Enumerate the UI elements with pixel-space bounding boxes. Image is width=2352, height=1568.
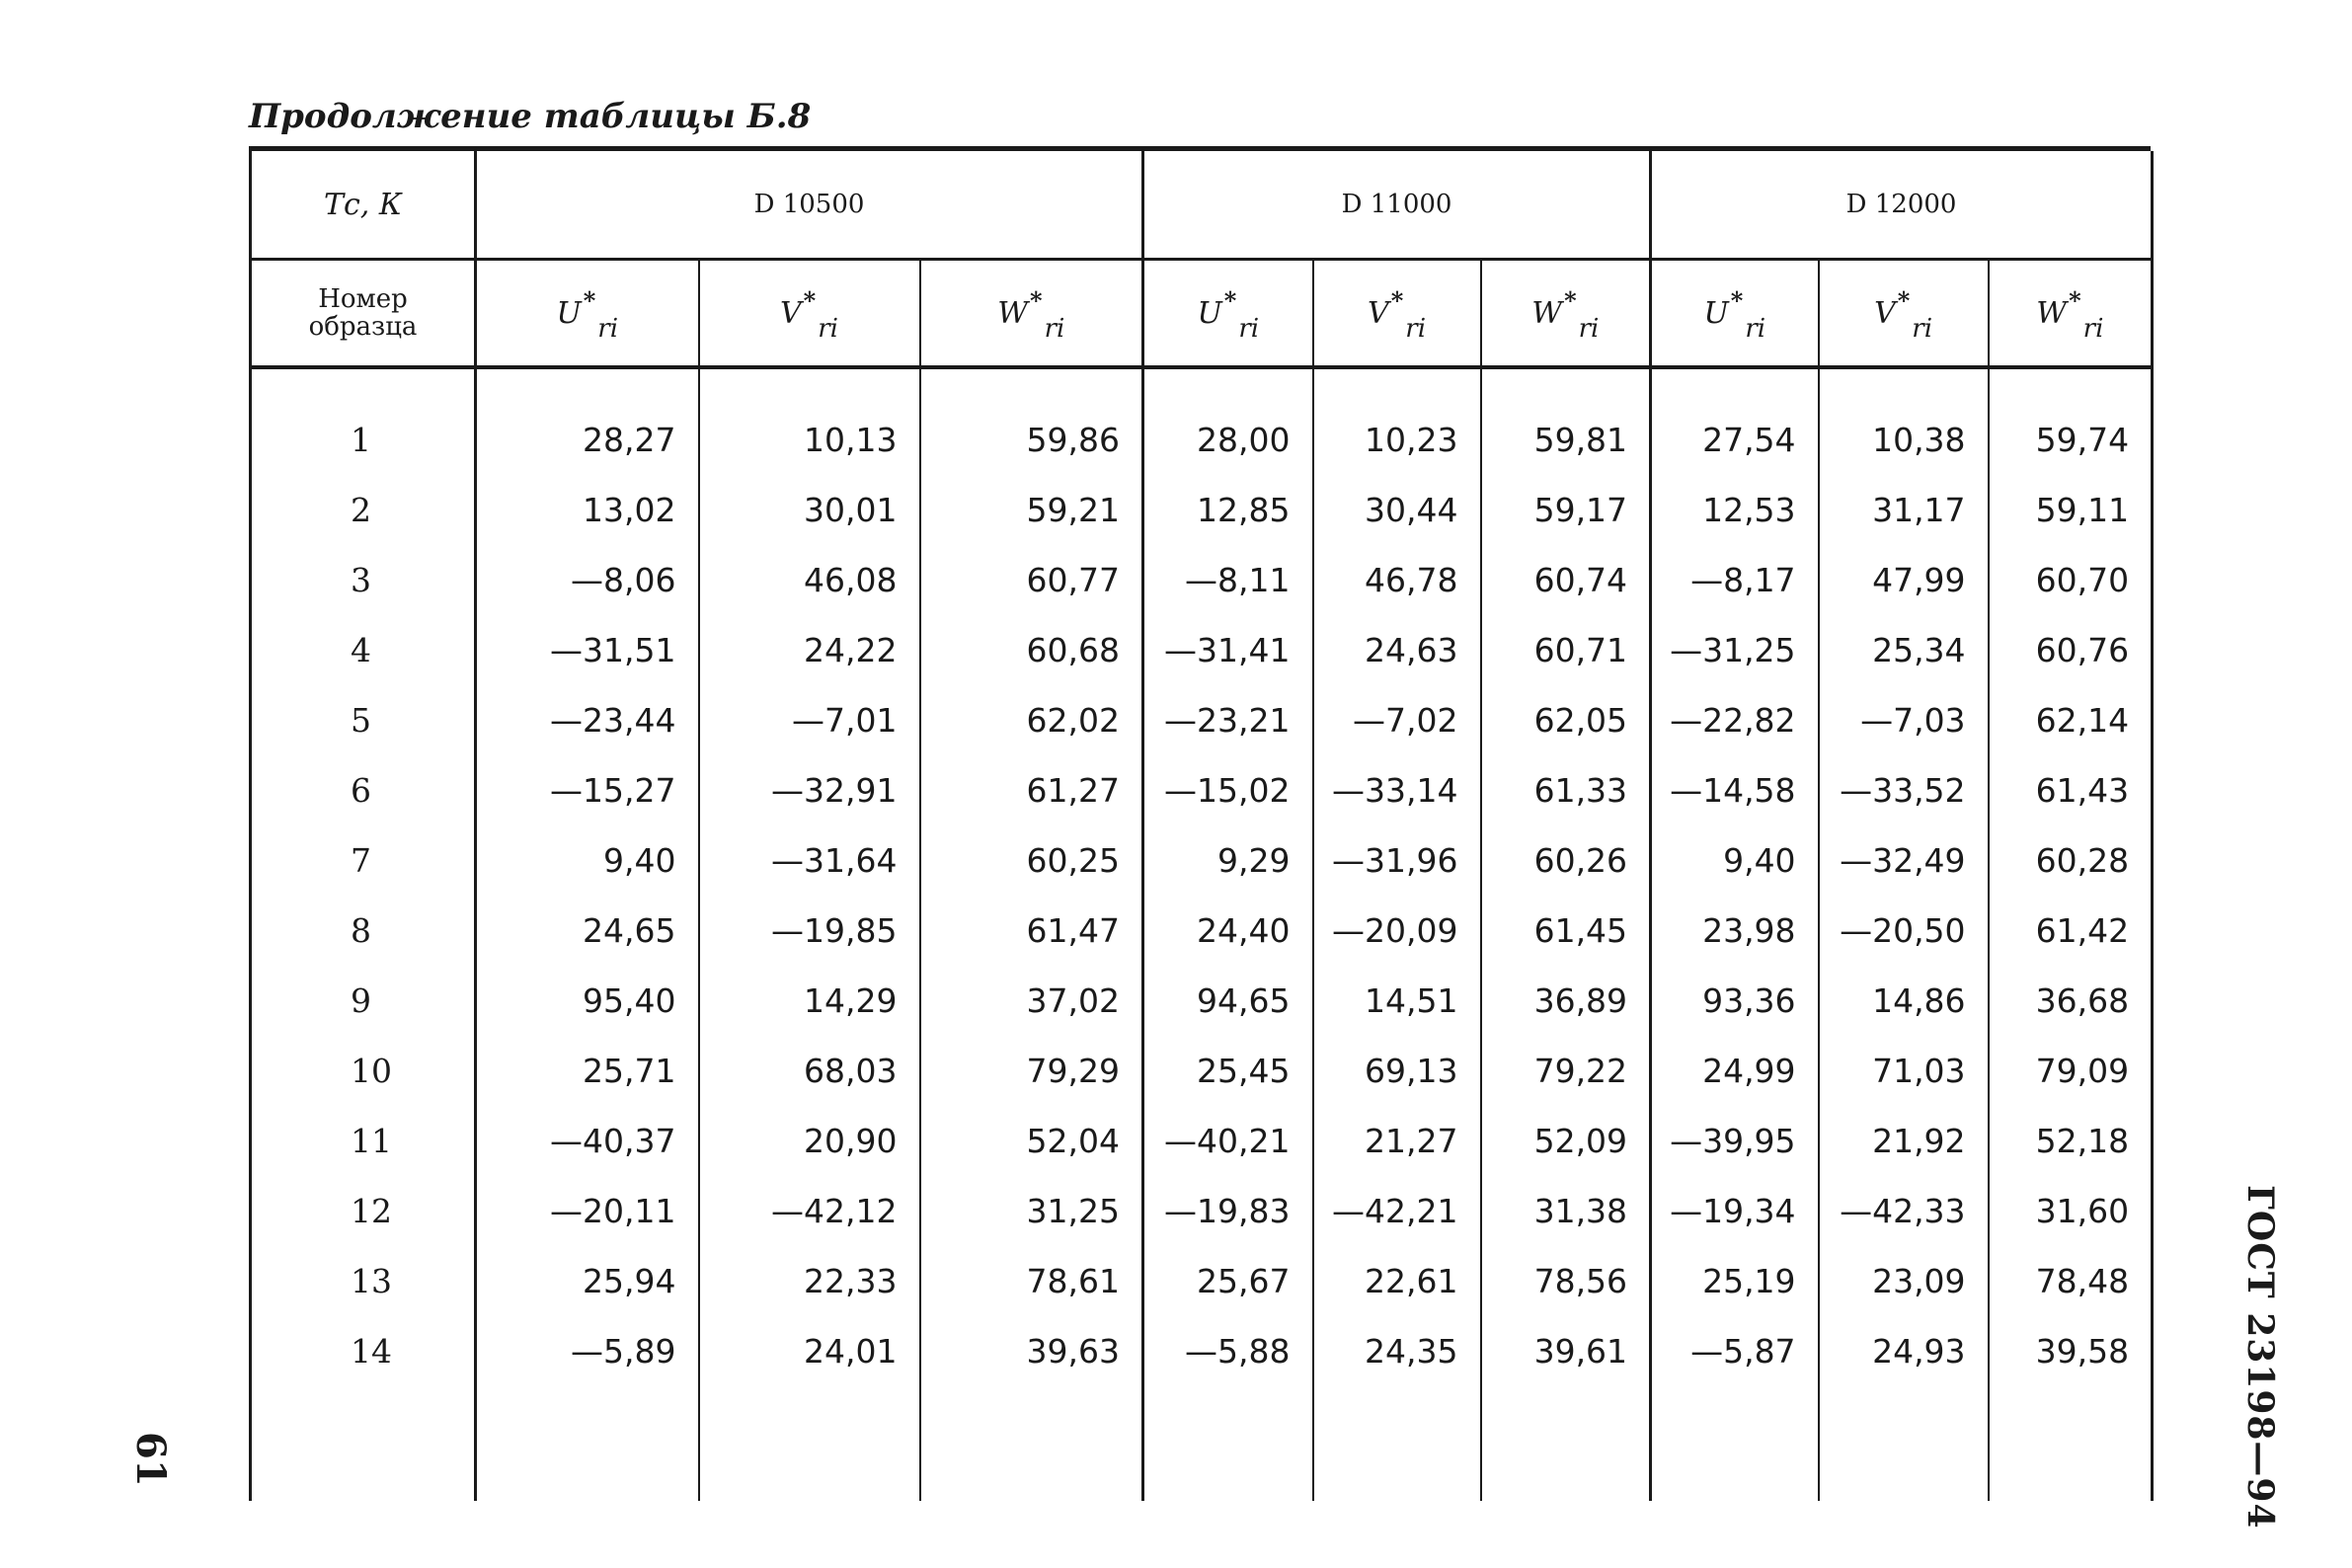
value-cell: —20,11 — [476, 1176, 699, 1246]
value-cell: 60,70 — [1989, 545, 2153, 615]
value-cell: 12,53 — [1651, 475, 1819, 545]
table-row — [251, 475, 2153, 545]
value-cell: —7,03 — [1819, 685, 1989, 755]
sample-number-cell: 1 — [251, 367, 476, 475]
value-cell: —14,58 — [1651, 755, 1819, 825]
value-cell: 10,38 — [1819, 367, 1989, 475]
value-cell: 23,98 — [1651, 896, 1819, 966]
value-cell: 61,42 — [1989, 896, 2153, 966]
value-cell: 24,35 — [1313, 1316, 1481, 1386]
sample-number-cell: 2 — [251, 475, 476, 545]
value-cell: 59,21 — [920, 475, 1143, 545]
value-cell: —31,64 — [699, 825, 920, 896]
spacer-cell — [1143, 1386, 1313, 1501]
value-cell: 60,25 — [920, 825, 1143, 896]
spacer-cell — [476, 1386, 699, 1501]
value-cell: 14,51 — [1313, 966, 1481, 1036]
value-cell: 93,36 — [1651, 966, 1819, 1036]
page-number: 61 — [127, 1432, 174, 1487]
sample-number-cell: 5 — [251, 685, 476, 755]
value-cell: 36,68 — [1989, 966, 2153, 1036]
value-cell: 13,02 — [476, 475, 699, 545]
value-cell: 28,00 — [1143, 367, 1313, 475]
sample-number-cell: 6 — [251, 755, 476, 825]
value-cell: 24,63 — [1313, 615, 1481, 685]
value-cell: 25,71 — [476, 1036, 699, 1106]
value-cell: —5,88 — [1143, 1316, 1313, 1386]
table-row — [251, 1316, 2153, 1386]
table-row — [251, 685, 2153, 755]
value-cell: —8,11 — [1143, 545, 1313, 615]
value-cell: 78,61 — [920, 1246, 1143, 1316]
spacer-cell — [251, 1386, 476, 1501]
value-cell: 22,33 — [699, 1246, 920, 1316]
tc-label: Tс, К — [323, 187, 403, 222]
value-cell: 60,26 — [1481, 825, 1651, 896]
value-cell: 78,48 — [1989, 1246, 2153, 1316]
value-cell: —19,83 — [1143, 1176, 1313, 1246]
value-cell: 25,45 — [1143, 1036, 1313, 1106]
value-cell: 61,47 — [920, 896, 1143, 966]
value-cell: —15,27 — [476, 755, 699, 825]
col-u-d10500: U*ri — [476, 260, 699, 368]
value-cell: 31,17 — [1819, 475, 1989, 545]
table-row — [251, 825, 2153, 896]
spacer-cell — [1313, 1386, 1481, 1501]
value-cell: —31,25 — [1651, 615, 1819, 685]
value-cell: 12,85 — [1143, 475, 1313, 545]
value-cell: 52,18 — [1989, 1106, 2153, 1176]
spacer-cell — [699, 1386, 920, 1501]
value-cell: 46,78 — [1313, 545, 1481, 615]
value-cell: 24,99 — [1651, 1036, 1819, 1106]
col-w-d11000: W*ri — [1481, 260, 1651, 368]
value-cell: 61,33 — [1481, 755, 1651, 825]
value-cell: —33,52 — [1819, 755, 1989, 825]
sample-number-header: Номер образца — [251, 260, 476, 368]
value-cell: 9,40 — [476, 825, 699, 896]
header-row-groups — [251, 151, 2153, 260]
value-cell: 39,58 — [1989, 1316, 2153, 1386]
value-cell: 14,29 — [699, 966, 920, 1036]
value-cell: —42,12 — [699, 1176, 920, 1246]
value-cell: 25,67 — [1143, 1246, 1313, 1316]
value-cell: —7,02 — [1313, 685, 1481, 755]
spacer-cell — [1819, 1386, 1989, 1501]
value-cell: —8,06 — [476, 545, 699, 615]
value-cell: —20,09 — [1313, 896, 1481, 966]
table-row — [251, 615, 2153, 685]
value-cell: 68,03 — [699, 1036, 920, 1106]
col-v-d10500: V*ri — [699, 260, 920, 368]
table-row — [251, 367, 2153, 475]
value-cell: 9,29 — [1143, 825, 1313, 896]
value-cell: —23,44 — [476, 685, 699, 755]
value-cell: —19,85 — [699, 896, 920, 966]
table-caption: Продолжение таблицы Б.8 — [249, 97, 812, 136]
value-cell: 31,25 — [920, 1176, 1143, 1246]
value-cell: —39,95 — [1651, 1106, 1819, 1176]
value-cell: —23,21 — [1143, 685, 1313, 755]
table-row — [251, 1176, 2153, 1246]
value-cell: 60,28 — [1989, 825, 2153, 896]
value-cell: 61,45 — [1481, 896, 1651, 966]
standard-label: ГОСТ 23198—94 — [2239, 1185, 2281, 1529]
value-cell: 52,09 — [1481, 1106, 1651, 1176]
value-cell: —7,01 — [699, 685, 920, 755]
header-row-components — [251, 260, 2153, 368]
value-cell: —40,21 — [1143, 1106, 1313, 1176]
value-cell: 60,77 — [920, 545, 1143, 615]
table-body — [251, 367, 2153, 1501]
value-cell: 79,22 — [1481, 1036, 1651, 1106]
sample-number-cell: 7 — [251, 825, 476, 896]
table-row — [251, 755, 2153, 825]
value-cell: 25,34 — [1819, 615, 1989, 685]
group-header-d12000: D 12000 — [1651, 151, 2153, 260]
value-cell: 59,74 — [1989, 367, 2153, 475]
value-cell: 79,29 — [920, 1036, 1143, 1106]
value-cell: —40,37 — [476, 1106, 699, 1176]
value-cell: 9,40 — [1651, 825, 1819, 896]
value-cell: —32,91 — [699, 755, 920, 825]
value-cell: 31,38 — [1481, 1176, 1651, 1246]
value-cell: —31,41 — [1143, 615, 1313, 685]
value-cell: 47,99 — [1819, 545, 1989, 615]
value-cell: 62,14 — [1989, 685, 2153, 755]
col-v-d12000: V*ri — [1819, 260, 1989, 368]
value-cell: 69,13 — [1313, 1036, 1481, 1106]
value-cell: 30,44 — [1313, 475, 1481, 545]
value-cell: 30,01 — [699, 475, 920, 545]
value-cell: 25,19 — [1651, 1246, 1819, 1316]
value-cell: 14,86 — [1819, 966, 1989, 1036]
value-cell: 25,94 — [476, 1246, 699, 1316]
sample-number-cell: 4 — [251, 615, 476, 685]
value-cell: 62,02 — [920, 685, 1143, 755]
value-cell: 20,90 — [699, 1106, 920, 1176]
value-cell: 59,11 — [1989, 475, 2153, 545]
sample-number-cell: 10 — [251, 1036, 476, 1106]
group-header-d11000: D 11000 — [1143, 151, 1651, 260]
spacer-cell — [920, 1386, 1143, 1501]
value-cell: —42,21 — [1313, 1176, 1481, 1246]
sample-number-cell: 11 — [251, 1106, 476, 1176]
value-cell: 59,81 — [1481, 367, 1651, 475]
value-cell: 24,22 — [699, 615, 920, 685]
value-cell: 23,09 — [1819, 1246, 1989, 1316]
value-cell: 10,23 — [1313, 367, 1481, 475]
value-cell: 21,27 — [1313, 1106, 1481, 1176]
table-row — [251, 966, 2153, 1036]
value-cell: —20,50 — [1819, 896, 1989, 966]
spacer-cell — [1989, 1386, 2153, 1501]
value-cell: 46,08 — [699, 545, 920, 615]
value-cell: —19,34 — [1651, 1176, 1819, 1246]
col-u-d11000: U*ri — [1143, 260, 1313, 368]
tc-header — [251, 151, 476, 260]
value-cell: 37,02 — [920, 966, 1143, 1036]
value-cell: 62,05 — [1481, 685, 1651, 755]
spacer-cell — [1481, 1386, 1651, 1501]
value-cell: 94,65 — [1143, 966, 1313, 1036]
value-cell: —8,17 — [1651, 545, 1819, 615]
value-cell: 24,40 — [1143, 896, 1313, 966]
value-cell: 24,01 — [699, 1316, 920, 1386]
value-cell: —33,14 — [1313, 755, 1481, 825]
sample-number-cell: 14 — [251, 1316, 476, 1386]
value-cell: 71,03 — [1819, 1036, 1989, 1106]
value-cell: —5,89 — [476, 1316, 699, 1386]
value-cell: —15,02 — [1143, 755, 1313, 825]
table-row — [251, 1106, 2153, 1176]
sample-number-cell: 13 — [251, 1246, 476, 1316]
value-cell: 95,40 — [476, 966, 699, 1036]
value-cell: 36,89 — [1481, 966, 1651, 1036]
value-cell: —31,51 — [476, 615, 699, 685]
value-cell: 31,60 — [1989, 1176, 2153, 1246]
group-header-d10500: D 10500 — [476, 151, 1143, 260]
col-w-d10500: W*ri — [920, 260, 1143, 368]
value-cell: 27,54 — [1651, 367, 1819, 475]
sample-number-cell: 9 — [251, 966, 476, 1036]
col-u-d12000: U*ri — [1651, 260, 1819, 368]
value-cell: —31,96 — [1313, 825, 1481, 896]
table-row — [251, 896, 2153, 966]
value-cell: —42,33 — [1819, 1176, 1989, 1246]
value-cell: 61,43 — [1989, 755, 2153, 825]
value-cell: 21,92 — [1819, 1106, 1989, 1176]
value-cell: 59,17 — [1481, 475, 1651, 545]
value-cell: 39,63 — [920, 1316, 1143, 1386]
table-row — [251, 1246, 2153, 1316]
sample-number-cell: 12 — [251, 1176, 476, 1246]
value-cell: 78,56 — [1481, 1246, 1651, 1316]
value-cell: 79,09 — [1989, 1036, 2153, 1106]
value-cell: 60,71 — [1481, 615, 1651, 685]
spacer-cell — [1651, 1386, 1819, 1501]
value-cell: —5,87 — [1651, 1316, 1819, 1386]
value-cell: 10,13 — [699, 367, 920, 475]
data-table — [249, 151, 2154, 1501]
col-v-d11000: V*ri — [1313, 260, 1481, 368]
value-cell: 39,61 — [1481, 1316, 1651, 1386]
value-cell: 52,04 — [920, 1106, 1143, 1176]
value-cell: 22,61 — [1313, 1246, 1481, 1316]
col-w-d12000: W*ri — [1989, 260, 2153, 368]
value-cell: 28,27 — [476, 367, 699, 475]
value-cell: 59,86 — [920, 367, 1143, 475]
value-cell: 60,68 — [920, 615, 1143, 685]
sample-number-cell: 3 — [251, 545, 476, 615]
value-cell: 60,74 — [1481, 545, 1651, 615]
value-cell: 61,27 — [920, 755, 1143, 825]
value-cell: 24,93 — [1819, 1316, 1989, 1386]
sample-number-cell: 8 — [251, 896, 476, 966]
table-row — [251, 1036, 2153, 1106]
table-row — [251, 545, 2153, 615]
value-cell: —22,82 — [1651, 685, 1819, 755]
value-cell: —32,49 — [1819, 825, 1989, 896]
value-cell: 60,76 — [1989, 615, 2153, 685]
value-cell: 24,65 — [476, 896, 699, 966]
table-spacer-row — [251, 1386, 2153, 1501]
